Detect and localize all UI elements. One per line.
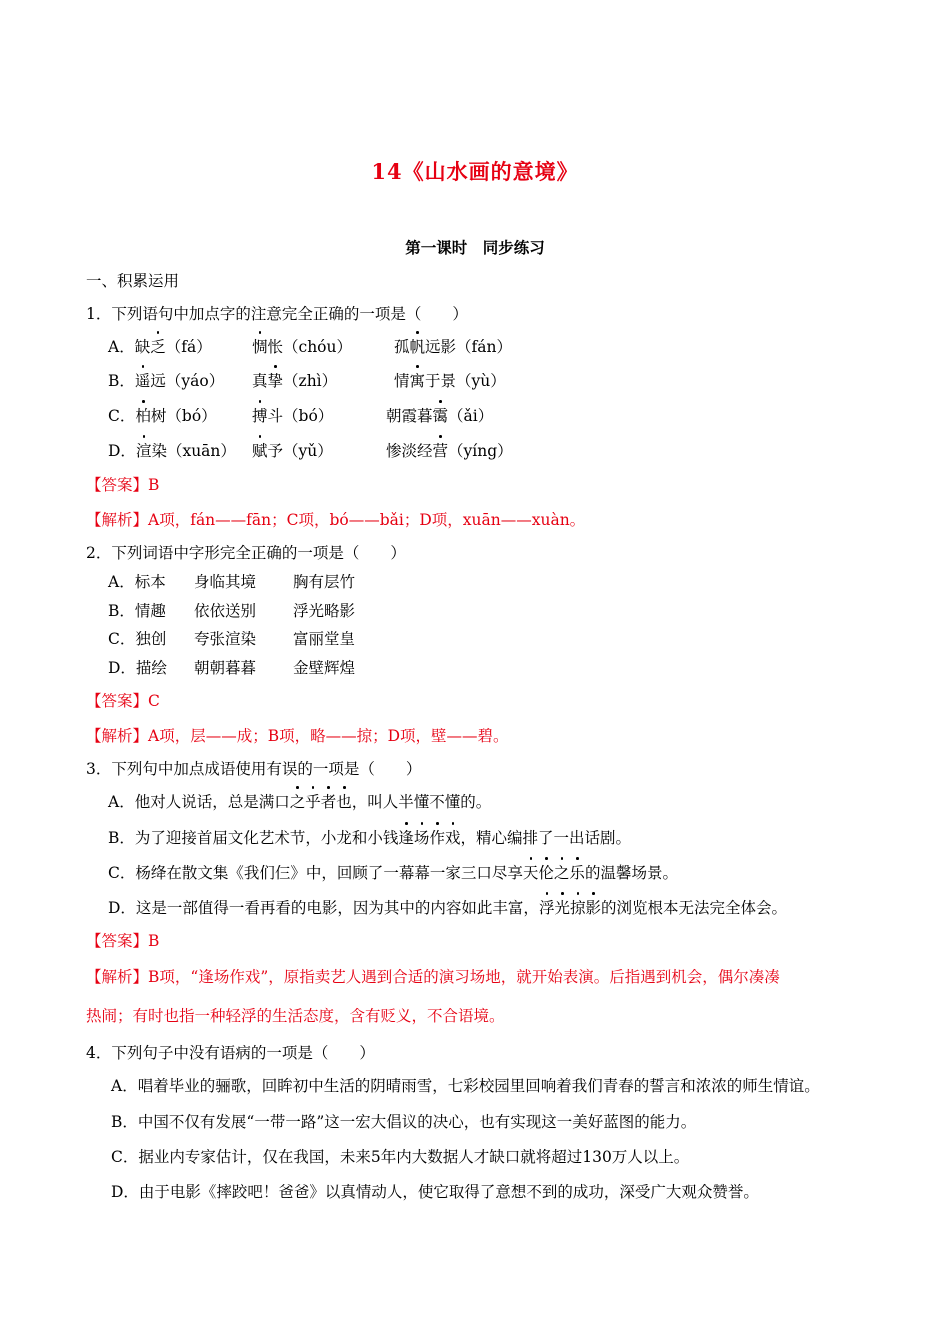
- section-heading: 一、积累运用: [86, 272, 180, 290]
- q3-answer: 【答案】B: [86, 932, 160, 950]
- emphasis-char: 逢: [398, 829, 414, 847]
- q3-a-idiom: [290, 793, 352, 811]
- q1-option-a: A．缺乏（fá） 惆怅（chóu） 孤帆远影（fán）: [108, 338, 512, 356]
- lesson-subtitle: 第一课时 同步练习: [405, 238, 545, 257]
- emphasis-char: 影: [585, 899, 601, 917]
- q3-option-d: D．这是一部值得一看再看的电影，因为其中的内容如此丰富，浮光掠影的浏览根本无法完全体会。: [108, 899, 788, 917]
- emphasis-char: 之: [553, 864, 570, 882]
- q1-analysis: 【解析】A项，fán——fān；C项，bó——bǎi；D项，xuān——xuàn。: [86, 511, 586, 529]
- q4-option-b: B．中国不仅有发展“一带一路”这一宏大倡议的决心，也有实现这一美好蓝图的能力。: [111, 1113, 697, 1131]
- emphasis-char: 者: [320, 793, 337, 811]
- q3-c-idiom: [523, 864, 585, 882]
- q2-answer: 【答案】C: [86, 692, 160, 710]
- q3-stem: 3．下列句中加点成语使用有误的一项是（ ）: [86, 760, 422, 778]
- q4-option-c: C．据业内专家估计，仅在我国，未来5年内大数据人才缺口就将超过130万人以上。: [111, 1148, 690, 1166]
- q3-b-idiom: [398, 829, 460, 847]
- q3-option-b: B．为了迎接首届文化艺术节，小龙和小钱逢场作戏，精心编排了一出话剧。: [108, 829, 631, 847]
- q2-option-b: B．情趣 依依送别 浮光略影: [108, 602, 356, 620]
- q4-option-d: D．由于电影《摔跤吧！爸爸》以真情动人，使它取得了意想不到的成功，深受广大观众赞誉。: [111, 1183, 759, 1201]
- q2-stem: 2．下列词语中字形完全正确的一项是（ ）: [86, 544, 406, 562]
- q3-option-a: A．他对人说话，总是满口之乎者也，叫人半懂不懂的。: [108, 793, 492, 811]
- q2-option-d: D．描绘 朝朝暮暮 金壁辉煌: [108, 659, 356, 677]
- q3-analysis-continued: 热闹；有时也指一种轻浮的生活态度，含有贬义，不合语境。: [86, 1007, 505, 1025]
- emphasis-char: 光: [554, 899, 570, 917]
- page-title: 14《山水画的意境》: [371, 159, 579, 184]
- q1-stem: 1．下列语句中加点字的注意完全正确的一项是（ ）: [86, 305, 468, 323]
- q1-option-d: D．渲染（xuān） 赋予（yǔ） 惨淡经营（yíng）: [108, 442, 513, 460]
- q2-analysis: 【解析】A项，层——成；B项，略——掠；D项，壁——碧。: [86, 727, 509, 745]
- emphasis-char: 作: [429, 829, 445, 847]
- emphasis-char: 乐: [569, 864, 585, 882]
- emphasis-char: 乎: [305, 793, 321, 811]
- q1-answer: 【答案】B: [86, 476, 160, 494]
- emphasis-char: 掠: [569, 899, 586, 917]
- q3-option-c: C．杨绛在散文集《我们仨》中，回顾了一幕幕一家三口尽享天伦之乐的温馨场景。: [108, 864, 678, 882]
- q1-option-c: C．柏树（bó） 搏斗（bó） 朝霞暮霭（ǎi）: [108, 407, 494, 425]
- q4-stem: 4．下列句子中没有语病的一项是（ ）: [86, 1044, 375, 1062]
- emphasis-char: 伦: [538, 864, 554, 882]
- q3-analysis: 【解析】B项，“逢场作戏”，原指卖艺人遇到合适的演习场地，就开始表演。后指遇到机会，偶尔凑凑: [86, 968, 780, 986]
- emphasis-char: 之: [289, 793, 306, 811]
- q2-option-a: A．标本 身临其境 胸有层竹: [108, 573, 356, 591]
- emphasis-char: 天: [522, 864, 539, 882]
- q4-option-a: A．唱着毕业的骊歌，回眸初中生活的阴晴雨雪，七彩校园里回响着我们青春的誓言和浓浓的师生情谊。: [111, 1077, 820, 1095]
- q2-option-c: C．独创 夸张渲染 富丽堂皇: [108, 630, 356, 648]
- emphasis-char: 戏: [444, 829, 461, 847]
- q1-option-b: B．遥远（yáo） 真挚（zhì） 情寓于景（yù）: [108, 372, 506, 390]
- emphasis-char: 浮: [538, 899, 555, 917]
- q3-d-idiom: [539, 899, 601, 917]
- emphasis-char: 场: [413, 829, 430, 847]
- emphasis-char: 也: [336, 793, 352, 811]
